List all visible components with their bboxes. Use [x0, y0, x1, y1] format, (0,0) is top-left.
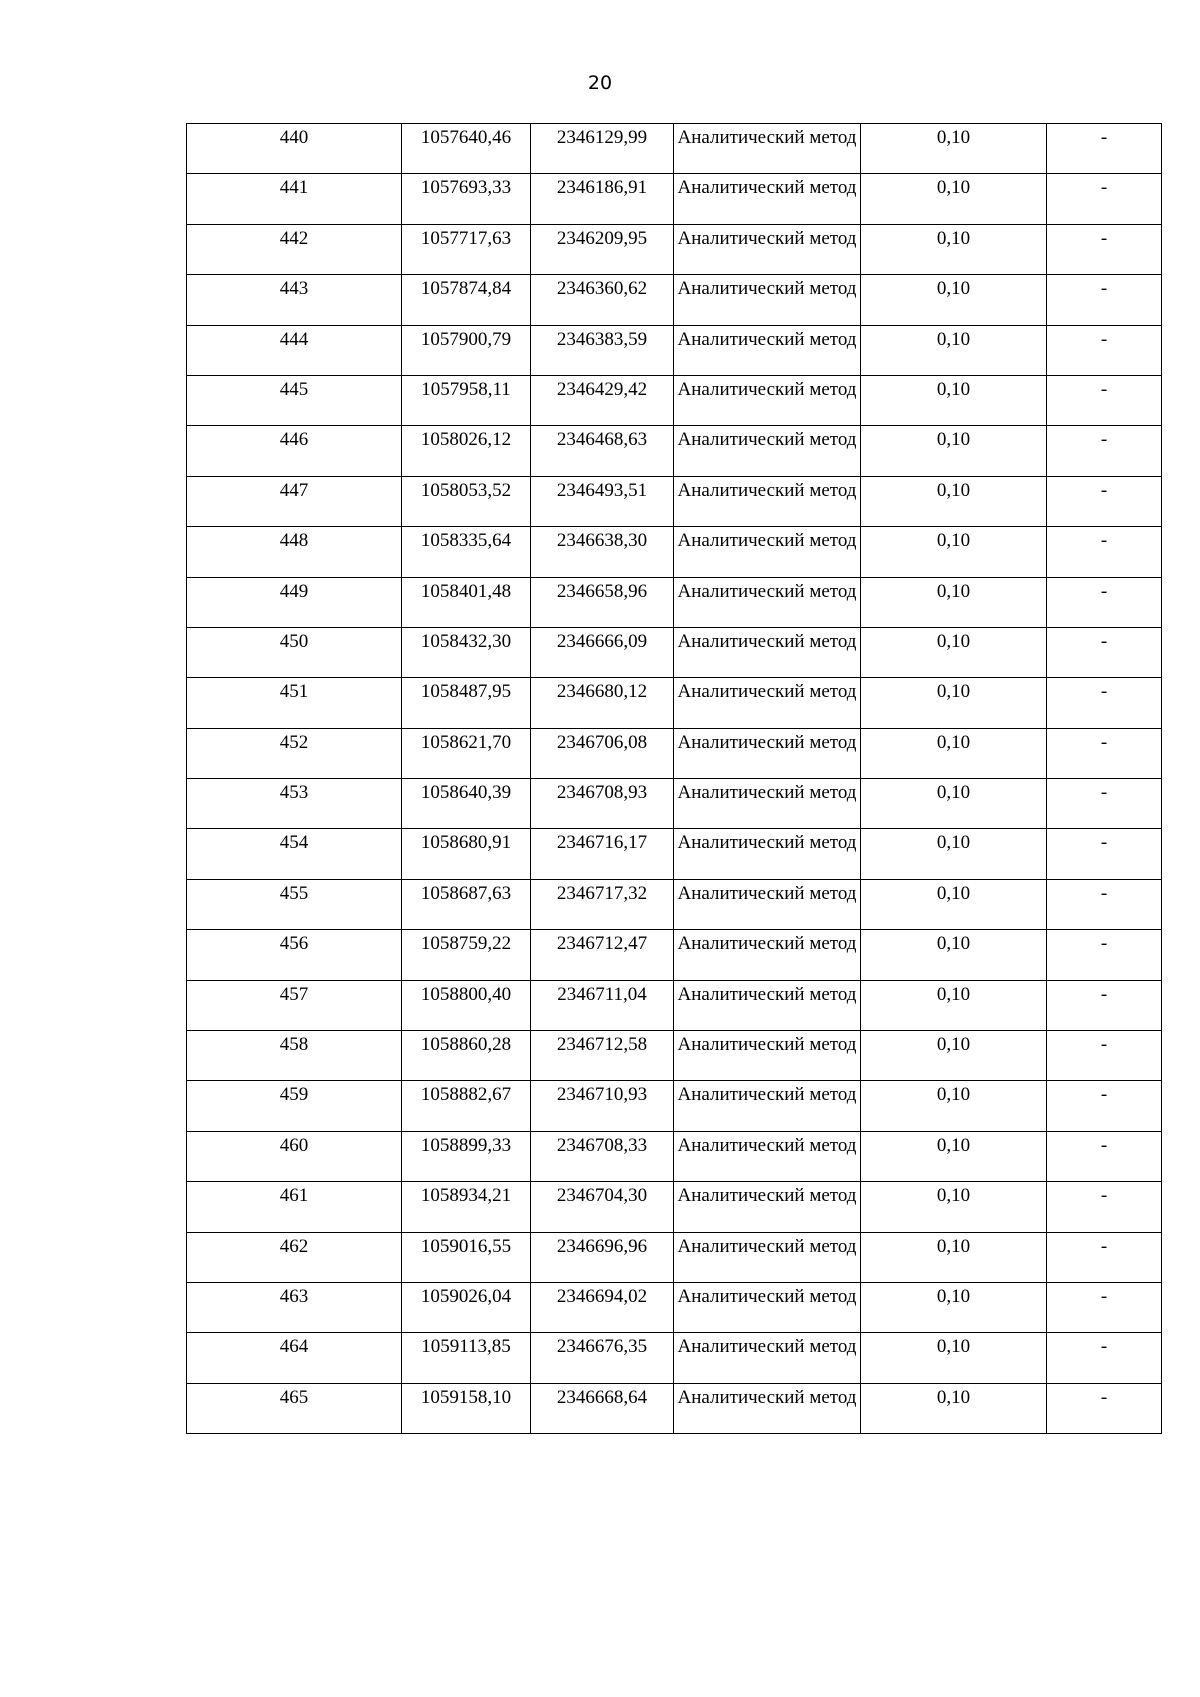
coordinates-table [186, 123, 1162, 1434]
point-number-cell: 448 [187, 527, 402, 577]
x-coordinate-cell: 1057640,46 [402, 124, 531, 174]
note-cell: - [1047, 1282, 1162, 1332]
method-cell: Аналитический метод [674, 476, 861, 526]
note-cell: - [1047, 375, 1162, 425]
accuracy-cell: 0,10 [861, 124, 1047, 174]
method-cell: Аналитический метод [674, 325, 861, 375]
table-row [187, 224, 1162, 274]
y-coordinate-cell: 2346676,35 [531, 1333, 674, 1383]
accuracy-cell: 0,10 [861, 980, 1047, 1030]
point-number-cell: 463 [187, 1282, 402, 1332]
table-row [187, 1131, 1162, 1181]
x-coordinate-cell: 1059016,55 [402, 1232, 531, 1282]
table-row [187, 375, 1162, 425]
note-cell: - [1047, 426, 1162, 476]
x-coordinate-cell: 1058899,33 [402, 1131, 531, 1181]
x-coordinate-cell: 1058860,28 [402, 1031, 531, 1081]
table-row [187, 678, 1162, 728]
point-number-cell: 455 [187, 879, 402, 929]
table-row [187, 577, 1162, 627]
note-cell: - [1047, 1081, 1162, 1131]
x-coordinate-cell: 1058687,63 [402, 879, 531, 929]
note-cell: - [1047, 527, 1162, 577]
note-cell: - [1047, 779, 1162, 829]
x-coordinate-cell: 1058621,70 [402, 728, 531, 778]
point-number-cell: 446 [187, 426, 402, 476]
method-cell: Аналитический метод [674, 1232, 861, 1282]
note-cell: - [1047, 1031, 1162, 1081]
point-number-cell: 452 [187, 728, 402, 778]
y-coordinate-cell: 2346704,30 [531, 1182, 674, 1232]
note-cell: - [1047, 1383, 1162, 1433]
point-number-cell: 451 [187, 678, 402, 728]
table-row [187, 476, 1162, 526]
table-row [187, 124, 1162, 174]
point-number-cell: 459 [187, 1081, 402, 1131]
method-cell: Аналитический метод [674, 275, 861, 325]
note-cell: - [1047, 1131, 1162, 1181]
method-cell: Аналитический метод [674, 829, 861, 879]
table-row [187, 879, 1162, 929]
accuracy-cell: 0,10 [861, 275, 1047, 325]
method-cell: Аналитический метод [674, 1333, 861, 1383]
accuracy-cell: 0,10 [861, 1282, 1047, 1332]
x-coordinate-cell: 1058882,67 [402, 1081, 531, 1131]
y-coordinate-cell: 2346712,58 [531, 1031, 674, 1081]
y-coordinate-cell: 2346383,59 [531, 325, 674, 375]
accuracy-cell: 0,10 [861, 1333, 1047, 1383]
point-number-cell: 464 [187, 1333, 402, 1383]
method-cell: Аналитический метод [674, 879, 861, 929]
y-coordinate-cell: 2346658,96 [531, 577, 674, 627]
note-cell: - [1047, 930, 1162, 980]
page-number: 20 [587, 72, 613, 94]
x-coordinate-cell: 1058432,30 [402, 627, 531, 677]
x-coordinate-cell: 1057958,11 [402, 375, 531, 425]
table-row [187, 174, 1162, 224]
note-cell: - [1047, 174, 1162, 224]
accuracy-cell: 0,10 [861, 930, 1047, 980]
x-coordinate-cell: 1058053,52 [402, 476, 531, 526]
y-coordinate-cell: 2346712,47 [531, 930, 674, 980]
method-cell: Аналитический метод [674, 426, 861, 476]
method-cell: Аналитический метод [674, 678, 861, 728]
method-cell: Аналитический метод [674, 1031, 861, 1081]
method-cell: Аналитический метод [674, 224, 861, 274]
method-cell: Аналитический метод [674, 577, 861, 627]
table-row [187, 728, 1162, 778]
accuracy-cell: 0,10 [861, 1131, 1047, 1181]
x-coordinate-cell: 1058487,95 [402, 678, 531, 728]
x-coordinate-cell: 1059026,04 [402, 1282, 531, 1332]
note-cell: - [1047, 879, 1162, 929]
method-cell: Аналитический метод [674, 375, 861, 425]
x-coordinate-cell: 1058759,22 [402, 930, 531, 980]
point-number-cell: 454 [187, 829, 402, 879]
accuracy-cell: 0,10 [861, 678, 1047, 728]
y-coordinate-cell: 2346708,93 [531, 779, 674, 829]
y-coordinate-cell: 2346493,51 [531, 476, 674, 526]
method-cell: Аналитический метод [674, 627, 861, 677]
y-coordinate-cell: 2346680,12 [531, 678, 674, 728]
accuracy-cell: 0,10 [861, 325, 1047, 375]
point-number-cell: 453 [187, 779, 402, 829]
point-number-cell: 456 [187, 930, 402, 980]
accuracy-cell: 0,10 [861, 879, 1047, 929]
y-coordinate-cell: 2346429,42 [531, 375, 674, 425]
x-coordinate-cell: 1057693,33 [402, 174, 531, 224]
accuracy-cell: 0,10 [861, 527, 1047, 577]
method-cell: Аналитический метод [674, 174, 861, 224]
accuracy-cell: 0,10 [861, 174, 1047, 224]
x-coordinate-cell: 1057874,84 [402, 275, 531, 325]
table-row [187, 1031, 1162, 1081]
table-row [187, 1282, 1162, 1332]
accuracy-cell: 0,10 [861, 476, 1047, 526]
y-coordinate-cell: 2346360,62 [531, 275, 674, 325]
note-cell: - [1047, 627, 1162, 677]
point-number-cell: 450 [187, 627, 402, 677]
y-coordinate-cell: 2346706,08 [531, 728, 674, 778]
x-coordinate-cell: 1059158,10 [402, 1383, 531, 1433]
x-coordinate-cell: 1057900,79 [402, 325, 531, 375]
accuracy-cell: 0,10 [861, 829, 1047, 879]
point-number-cell: 465 [187, 1383, 402, 1433]
x-coordinate-cell: 1058640,39 [402, 779, 531, 829]
note-cell: - [1047, 224, 1162, 274]
y-coordinate-cell: 2346186,91 [531, 174, 674, 224]
method-cell: Аналитический метод [674, 980, 861, 1030]
method-cell: Аналитический метод [674, 728, 861, 778]
point-number-cell: 444 [187, 325, 402, 375]
table-body [187, 124, 1162, 1434]
point-number-cell: 443 [187, 275, 402, 325]
x-coordinate-cell: 1058800,40 [402, 980, 531, 1030]
table-row [187, 1182, 1162, 1232]
method-cell: Аналитический метод [674, 930, 861, 980]
x-coordinate-cell: 1058401,48 [402, 577, 531, 627]
table-row [187, 1333, 1162, 1383]
method-cell: Аналитический метод [674, 1182, 861, 1232]
note-cell: - [1047, 1333, 1162, 1383]
note-cell: - [1047, 980, 1162, 1030]
point-number-cell: 445 [187, 375, 402, 425]
table-row [187, 527, 1162, 577]
accuracy-cell: 0,10 [861, 224, 1047, 274]
point-number-cell: 447 [187, 476, 402, 526]
x-coordinate-cell: 1058680,91 [402, 829, 531, 879]
point-number-cell: 440 [187, 124, 402, 174]
method-cell: Аналитический метод [674, 1383, 861, 1433]
point-number-cell: 460 [187, 1131, 402, 1181]
accuracy-cell: 0,10 [861, 1383, 1047, 1433]
note-cell: - [1047, 325, 1162, 375]
note-cell: - [1047, 124, 1162, 174]
note-cell: - [1047, 275, 1162, 325]
accuracy-cell: 0,10 [861, 1232, 1047, 1282]
accuracy-cell: 0,10 [861, 1182, 1047, 1232]
accuracy-cell: 0,10 [861, 375, 1047, 425]
table-row [187, 426, 1162, 476]
note-cell: - [1047, 476, 1162, 526]
accuracy-cell: 0,10 [861, 1081, 1047, 1131]
method-cell: Аналитический метод [674, 124, 861, 174]
point-number-cell: 442 [187, 224, 402, 274]
table-row [187, 275, 1162, 325]
table-row [187, 1383, 1162, 1433]
accuracy-cell: 0,10 [861, 426, 1047, 476]
table-row [187, 1232, 1162, 1282]
method-cell: Аналитический метод [674, 1282, 861, 1332]
accuracy-cell: 0,10 [861, 627, 1047, 677]
note-cell: - [1047, 1182, 1162, 1232]
y-coordinate-cell: 2346696,96 [531, 1232, 674, 1282]
table-row [187, 325, 1162, 375]
point-number-cell: 461 [187, 1182, 402, 1232]
y-coordinate-cell: 2346716,17 [531, 829, 674, 879]
accuracy-cell: 0,10 [861, 577, 1047, 627]
note-cell: - [1047, 728, 1162, 778]
y-coordinate-cell: 2346668,64 [531, 1383, 674, 1433]
y-coordinate-cell: 2346694,02 [531, 1282, 674, 1332]
table-row [187, 829, 1162, 879]
y-coordinate-cell: 2346710,93 [531, 1081, 674, 1131]
x-coordinate-cell: 1057717,63 [402, 224, 531, 274]
table-row [187, 627, 1162, 677]
note-cell: - [1047, 1232, 1162, 1282]
y-coordinate-cell: 2346209,95 [531, 224, 674, 274]
y-coordinate-cell: 2346666,09 [531, 627, 674, 677]
y-coordinate-cell: 2346717,32 [531, 879, 674, 929]
note-cell: - [1047, 577, 1162, 627]
method-cell: Аналитический метод [674, 1131, 861, 1181]
point-number-cell: 449 [187, 577, 402, 627]
accuracy-cell: 0,10 [861, 1031, 1047, 1081]
y-coordinate-cell: 2346468,63 [531, 426, 674, 476]
y-coordinate-cell: 2346711,04 [531, 980, 674, 1030]
note-cell: - [1047, 678, 1162, 728]
y-coordinate-cell: 2346638,30 [531, 527, 674, 577]
point-number-cell: 457 [187, 980, 402, 1030]
x-coordinate-cell: 1059113,85 [402, 1333, 531, 1383]
point-number-cell: 458 [187, 1031, 402, 1081]
x-coordinate-cell: 1058934,21 [402, 1182, 531, 1232]
table-row [187, 779, 1162, 829]
y-coordinate-cell: 2346708,33 [531, 1131, 674, 1181]
accuracy-cell: 0,10 [861, 779, 1047, 829]
point-number-cell: 462 [187, 1232, 402, 1282]
point-number-cell: 441 [187, 174, 402, 224]
x-coordinate-cell: 1058026,12 [402, 426, 531, 476]
method-cell: Аналитический метод [674, 779, 861, 829]
method-cell: Аналитический метод [674, 1081, 861, 1131]
accuracy-cell: 0,10 [861, 728, 1047, 778]
y-coordinate-cell: 2346129,99 [531, 124, 674, 174]
table-row [187, 980, 1162, 1030]
method-cell: Аналитический метод [674, 527, 861, 577]
table-row [187, 1081, 1162, 1131]
table-row [187, 930, 1162, 980]
x-coordinate-cell: 1058335,64 [402, 527, 531, 577]
note-cell: - [1047, 829, 1162, 879]
